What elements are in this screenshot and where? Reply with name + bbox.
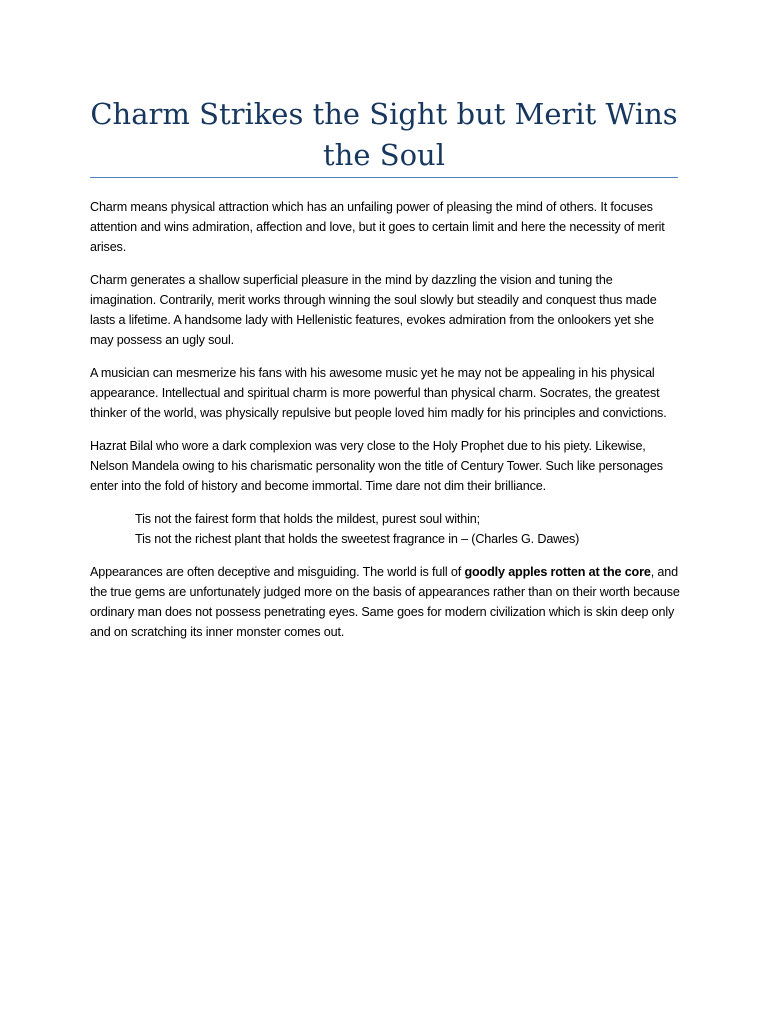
- closing-text-before: Appearances are often deceptive and misguiding. The world is full of: [90, 565, 465, 579]
- paragraph-bilal-mandela: Hazrat Bilal who wore a dark complexion was very close to the Holy Prophet due to his piety. Likewise, Nelson Mandela owing to his charismatic personality won the title of Century Tower. Such like personages enter into the fold of history and become immortal. Time dare not dim their brilliance.: [90, 439, 663, 493]
- document-title: Charm Strikes the Sight but Merit Wins the Soul: [90, 97, 678, 172]
- closing-text-after: , and the true gems are unfortunately judged more on the basis of appearances rather than on their worth because ordinary man does not possess penetrating eyes. Same goes for modern civilization which is skin deep only and on scratching its inner monster comes out.: [90, 565, 680, 639]
- quote-line-1: Tis not the fairest form that holds the mildest, purest soul within;: [135, 512, 480, 526]
- paragraph-appearances: [90, 562, 680, 642]
- document-body: [90, 197, 680, 655]
- paragraph-charm-vs-merit: Charm generates a shallow superficial pleasure in the mind by dazzling the vision and tuning the imagination. Contrarily, merit works through winning the soul slowly but steadily and conquest thus made lasts a lifetime. A handsome lady with Hellenistic features, evokes admiration from the onlookers yet she may possess an ugly soul.: [90, 273, 657, 347]
- title-underline: [90, 177, 678, 178]
- closing-bold-phrase: goodly apples rotten at the core: [464, 565, 651, 579]
- paragraph-musician-socrates: A musician can mesmerize his fans with his awesome music yet he may not be appealing in his physical appearance. Intellectual and spiritual charm is more powerful than physical charm. Socrates, the greatest thinker of the world, was physically repulsive but people loved him madly for his principles and convictions.: [90, 366, 667, 420]
- poem-quote: [90, 509, 680, 549]
- quote-line-2: Tis not the richest plant that holds the sweetest fragrance in – (Charles G. Dawes): [135, 532, 580, 546]
- paragraph-charm-definition: Charm means physical attraction which has an unfailing power of pleasing the mind of others. It focuses attention and wins admiration, affection and love, but it goes to certain limit and here the necessity of merit arises.: [90, 200, 665, 254]
